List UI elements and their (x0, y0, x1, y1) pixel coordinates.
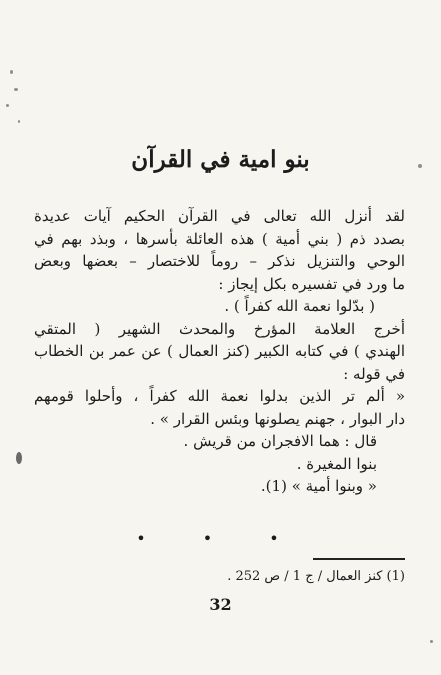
body-line: أخرج العلامة المؤرخ والمحدث الشهير ( المتقي (34, 319, 405, 338)
scan-speck (18, 120, 20, 123)
body-line: ما ورد في تفسيره بكل إيجاز : (218, 274, 405, 293)
body-line: بصدد ذم ( بني أمية ) هذه العائلة بأسرها ، وبذد بهم في (34, 229, 405, 248)
body-text (34, 205, 405, 498)
scan-speck (6, 104, 9, 107)
scan-speck (418, 164, 422, 168)
body-line: لقد أنزل الله تعالى في القرآن الحكيم آيات عديدة (34, 207, 405, 225)
body-line: في قوله : (343, 364, 405, 383)
quotation-line: دار البوار ، جهنم يصلونها وبئس القرار » . (150, 409, 405, 428)
body-line: بنوا المغيرة . (296, 454, 377, 473)
footnote-rule (313, 558, 405, 560)
section-separator: • • • (136, 529, 305, 548)
scan-speck (430, 640, 433, 643)
chapter-title: بنو امية في القرآن (131, 146, 310, 173)
body-line: قال : هما الافجران من قريش . (183, 432, 377, 450)
body-line: الوحي والتنزيل نذكر – روماً للاختصار – بعضها وبعض (34, 252, 405, 270)
page-number: 32 (209, 595, 232, 614)
scan-speck (16, 452, 22, 464)
quotation-line: « ألم تر الذين بدلوا نعمة الله كفراً ، وأحلوا قومهم (34, 387, 405, 405)
body-line: « وبنوا أمية » (1). (260, 477, 377, 495)
quran-verse: ( بدّلوا نعمة الله كفراً ) . (224, 297, 375, 315)
body-line: الهندي ) في كتابه الكبير (كنز العمال ) عن عمر بن الخطاب (34, 342, 405, 360)
scan-speck (10, 70, 13, 74)
scan-speck (14, 88, 18, 91)
footnote: (1) كنز العمال / ج 1 / ص 252 . (227, 569, 405, 584)
